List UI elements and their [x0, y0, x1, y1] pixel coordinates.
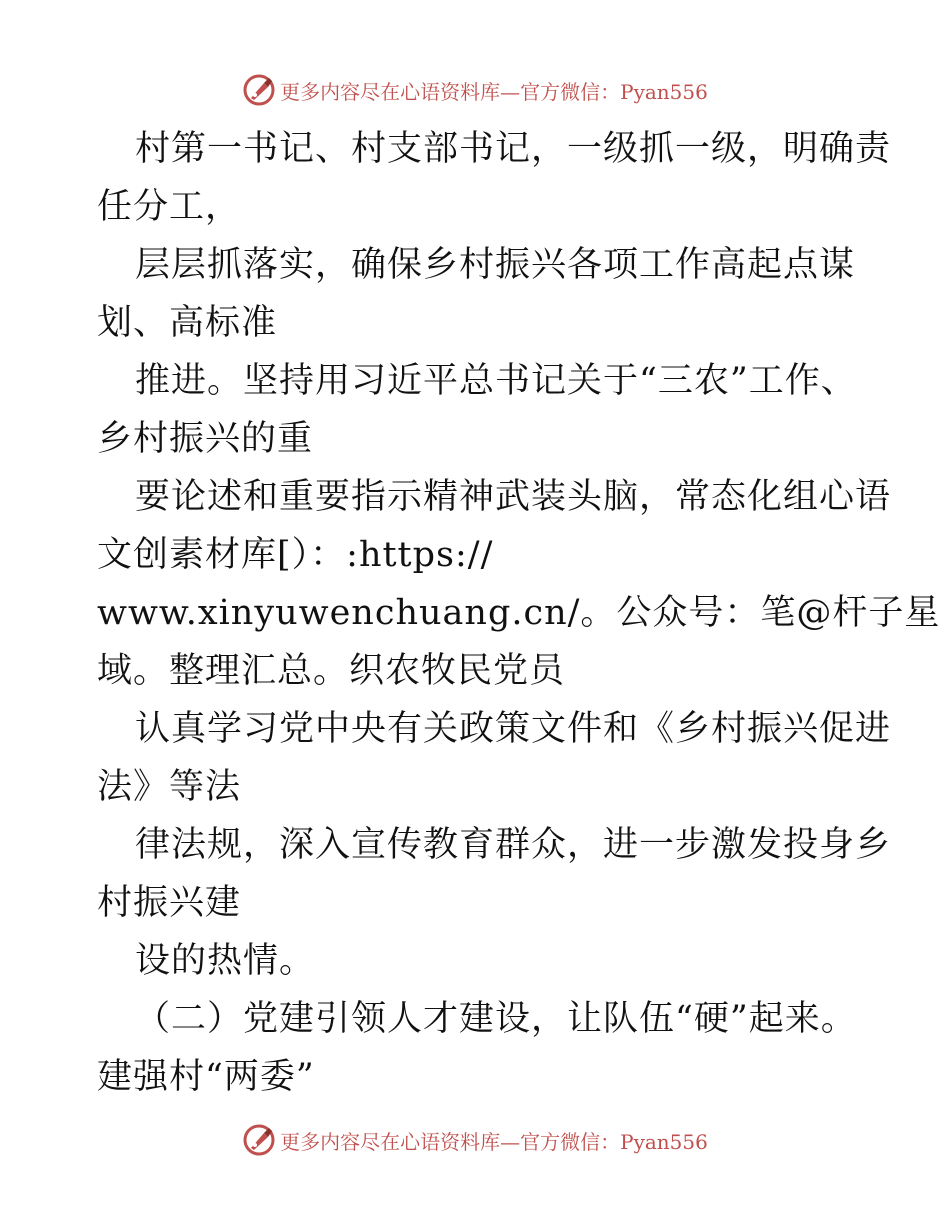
header-watermark-banner	[0, 70, 950, 110]
text-line: www.xinyuwenchuang.cn/。公众号：笔@杆子星	[97, 593, 941, 633]
text-line: 推进。坚持用习近平总书记关于“三农”工作、	[135, 361, 857, 401]
text-line: 法》等法	[97, 767, 242, 807]
pen-nib-logo-icon	[242, 73, 276, 107]
text-line: 要论述和重要指示精神武装头脑，常态化组心语	[135, 477, 892, 517]
text-line: 层层抓落实，确保乡村振兴各项工作高起点谋	[135, 245, 856, 285]
text-line: 乡村振兴的重	[97, 419, 314, 459]
footer-watermark-text: 更多内容尽在心语资料库—官方微信：Pyan556	[280, 1129, 708, 1154]
text-line: （二）党建引领人才建设，让队伍“硬”起来。	[135, 999, 857, 1039]
text-line: 任分工，	[97, 187, 242, 227]
pen-nib-logo-icon	[242, 1123, 276, 1157]
header-watermark-text: 更多内容尽在心语资料库—官方微信：Pyan556	[280, 79, 708, 104]
text-line: 村振兴建	[97, 883, 242, 923]
text-line: 认真学习党中央有关政策文件和《乡村振兴促进	[135, 709, 892, 749]
text-line: 律法规，深入宣传教育群众，进一步激发投身乡	[135, 825, 892, 865]
footer-watermark-banner	[0, 1120, 950, 1160]
text-line: 文创素材库[）：:https://	[97, 535, 494, 575]
text-line: 建强村“两委”	[97, 1057, 315, 1097]
text-line: 域。整理汇总。织农牧民党员	[97, 651, 566, 691]
text-line: 村第一书记、村支部书记，一级抓一级，明确责	[135, 129, 892, 169]
document-body	[97, 120, 941, 1106]
text-line: 划、高标准	[97, 303, 278, 343]
text-line: 设的热情。	[135, 941, 316, 981]
